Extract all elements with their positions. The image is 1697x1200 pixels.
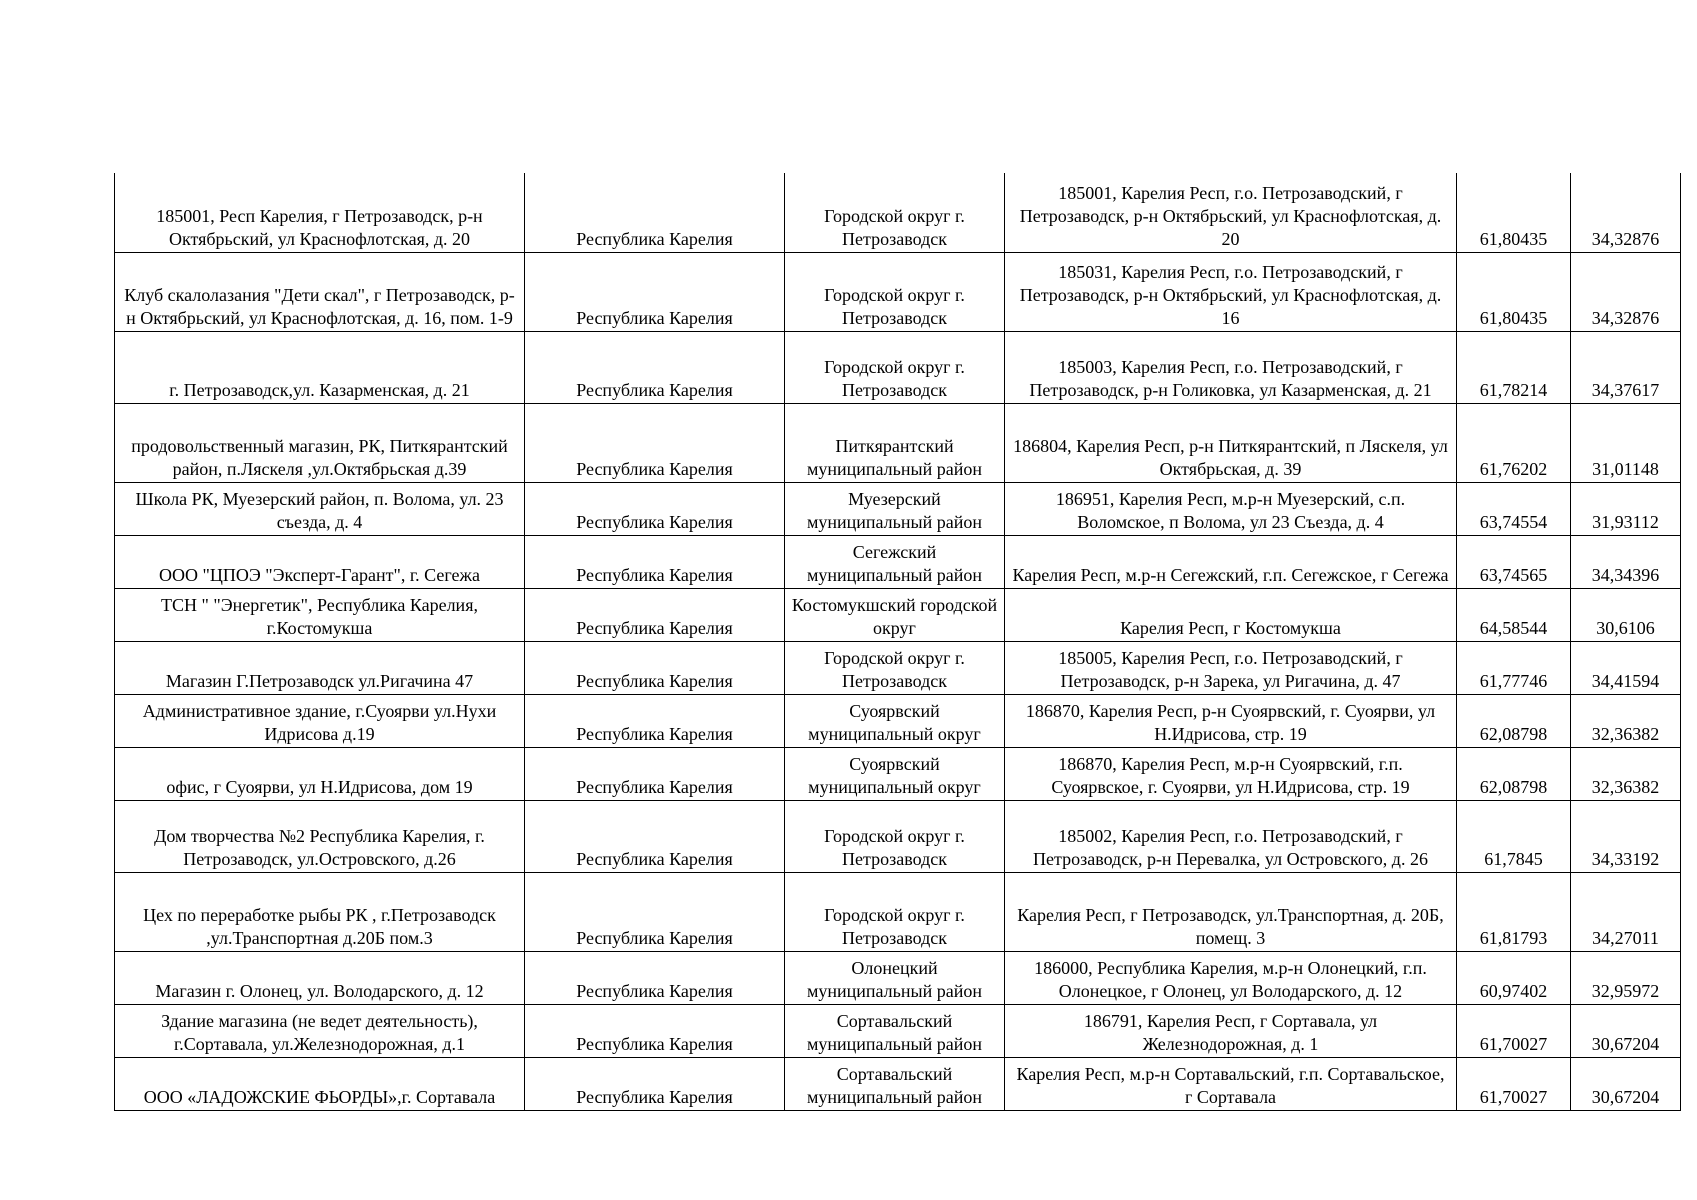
district-cell: Костомукшский городской округ <box>785 588 1005 641</box>
longitude-cell: 34,27011 <box>1571 872 1681 951</box>
district-cell: Муезерский муниципальный район <box>785 482 1005 535</box>
district-cell: Городской округ г. Петрозаводск <box>785 331 1005 403</box>
region-cell: Республика Карелия <box>525 535 785 588</box>
latitude-cell: 61,70027 <box>1457 1057 1571 1110</box>
address-cell: 186000, Республика Карелия, м.р-н Олонецкий, г.п. Олонецкое, г Олонец, ул Володарского, д. 12 <box>1005 951 1457 1004</box>
longitude-cell: 30,67204 <box>1571 1057 1681 1110</box>
region-cell: Республика Карелия <box>525 800 785 872</box>
object-name-cell: Магазин г. Олонец, ул. Володарского, д. 12 <box>115 951 525 1004</box>
object-name-cell: Здание магазина (не ведет деятельность), г.Сортавала, ул.Железнодорожная, д.1 <box>115 1004 525 1057</box>
latitude-cell: 62,08798 <box>1457 747 1571 800</box>
object-name-cell: офис, г Суоярви, ул Н.Идрисова, дом 19 <box>115 747 525 800</box>
longitude-cell: 31,01148 <box>1571 403 1681 482</box>
latitude-cell: 61,76202 <box>1457 403 1571 482</box>
region-cell: Республика Карелия <box>525 747 785 800</box>
longitude-cell: 34,37617 <box>1571 331 1681 403</box>
address-cell: 186870, Карелия Респ, м.р-н Суоярвский, г.п. Суоярвское, г. Суоярви, ул Н.Идрисова, стр. 19 <box>1005 747 1457 800</box>
latitude-cell: 61,70027 <box>1457 1004 1571 1057</box>
address-cell: Карелия Респ, г Петрозаводск, ул.Транспортная, д. 20Б, помещ. 3 <box>1005 872 1457 951</box>
address-cell: 186870, Карелия Респ, р-н Суоярвский, г. Суоярви, ул Н.Идрисова, стр. 19 <box>1005 694 1457 747</box>
region-cell: Республика Карелия <box>525 588 785 641</box>
region-cell: Республика Карелия <box>525 482 785 535</box>
table-row <box>115 951 1681 1004</box>
longitude-cell: 32,95972 <box>1571 951 1681 1004</box>
district-cell: Городской округ г. Петрозаводск <box>785 252 1005 331</box>
region-cell: Республика Карелия <box>525 331 785 403</box>
latitude-cell: 61,78214 <box>1457 331 1571 403</box>
table-row <box>115 331 1681 403</box>
region-cell: Республика Карелия <box>525 1057 785 1110</box>
region-cell: Республика Карелия <box>525 694 785 747</box>
district-cell: Суоярвский муниципальный округ <box>785 694 1005 747</box>
longitude-cell: 32,36382 <box>1571 747 1681 800</box>
latitude-cell: 60,97402 <box>1457 951 1571 1004</box>
object-name-cell: Цех по переработке рыбы РК , г.Петрозаводск ,ул.Транспортная д.20Б пом.3 <box>115 872 525 951</box>
table-row <box>115 535 1681 588</box>
address-cell: 186791, Карелия Респ, г Сортавала, ул Железнодорожная, д. 1 <box>1005 1004 1457 1057</box>
objects-table <box>114 173 1681 1111</box>
district-cell: Городской округ г. Петрозаводск <box>785 872 1005 951</box>
region-cell: Республика Карелия <box>525 641 785 694</box>
latitude-cell: 61,77746 <box>1457 641 1571 694</box>
table-row <box>115 1057 1681 1110</box>
longitude-cell: 34,32876 <box>1571 252 1681 331</box>
address-cell: 185031, Карелия Респ, г.о. Петрозаводский, г Петрозаводск, р-н Октябрьский, ул Краснофлотская, д. 16 <box>1005 252 1457 331</box>
table-row <box>115 800 1681 872</box>
address-cell: 185003, Карелия Респ, г.о. Петрозаводский, г Петрозаводск, р-н Голиковка, ул Казарменская, д. 21 <box>1005 331 1457 403</box>
object-name-cell: ООО «ЛАДОЖСКИЕ ФЬОРДЫ»,г. Сортавала <box>115 1057 525 1110</box>
object-name-cell: продовольственный магазин, РК, Питкярантский район, п.Ляскеля ,ул.Октябрьская д.39 <box>115 403 525 482</box>
latitude-cell: 61,7845 <box>1457 800 1571 872</box>
address-cell: 185005, Карелия Респ, г.о. Петрозаводский, г Петрозаводск, р-н Зарека, ул Ригачина, д. 47 <box>1005 641 1457 694</box>
longitude-cell: 34,34396 <box>1571 535 1681 588</box>
object-name-cell: г. Петрозаводск,ул. Казарменская, д. 21 <box>115 331 525 403</box>
address-cell: Карелия Респ, г Костомукша <box>1005 588 1457 641</box>
object-name-cell: Административное здание, г.Суоярви ул.Нухи Идрисова д.19 <box>115 694 525 747</box>
object-name-cell: Дом творчества №2 Республика Карелия, г. Петрозаводск, ул.Островского, д.26 <box>115 800 525 872</box>
district-cell: Городской округ г. Петрозаводск <box>785 173 1005 252</box>
latitude-cell: 61,81793 <box>1457 872 1571 951</box>
district-cell: Городской округ г. Петрозаводск <box>785 800 1005 872</box>
table-row <box>115 173 1681 252</box>
object-name-cell: Школа РК, Муезерский район, п. Волома, ул. 23 съезда, д. 4 <box>115 482 525 535</box>
document-page <box>114 173 1680 1111</box>
longitude-cell: 32,36382 <box>1571 694 1681 747</box>
latitude-cell: 63,74565 <box>1457 535 1571 588</box>
district-cell: Сортавальский муниципальный район <box>785 1057 1005 1110</box>
address-cell: Карелия Респ, м.р-н Сортавальский, г.п. Сортавальское, г Сортавала <box>1005 1057 1457 1110</box>
table-row <box>115 482 1681 535</box>
table-row <box>115 403 1681 482</box>
address-cell: 186804, Карелия Респ, р-н Питкярантский, п Ляскеля, ул Октябрьская, д. 39 <box>1005 403 1457 482</box>
district-cell: Сортавальский муниципальный район <box>785 1004 1005 1057</box>
object-name-cell: ООО "ЦПОЭ "Эксперт-Гарант", г. Сегежа <box>115 535 525 588</box>
longitude-cell: 34,41594 <box>1571 641 1681 694</box>
region-cell: Республика Карелия <box>525 252 785 331</box>
address-cell: Карелия Респ, м.р-н Сегежский, г.п. Сегежское, г Сегежа <box>1005 535 1457 588</box>
table-row <box>115 694 1681 747</box>
address-cell: 185001, Карелия Респ, г.о. Петрозаводский, г Петрозаводск, р-н Октябрьский, ул Краснофлотская, д. 20 <box>1005 173 1457 252</box>
latitude-cell: 62,08798 <box>1457 694 1571 747</box>
table-row <box>115 872 1681 951</box>
region-cell: Республика Карелия <box>525 1004 785 1057</box>
region-cell: Республика Карелия <box>525 951 785 1004</box>
district-cell: Суоярвский муниципальный округ <box>785 747 1005 800</box>
latitude-cell: 61,80435 <box>1457 173 1571 252</box>
address-cell: 185002, Карелия Респ, г.о. Петрозаводский, г Петрозаводск, р-н Перевалка, ул Островского, д. 26 <box>1005 800 1457 872</box>
longitude-cell: 30,67204 <box>1571 1004 1681 1057</box>
longitude-cell: 30,6106 <box>1571 588 1681 641</box>
object-name-cell: 185001, Респ Карелия, г Петрозаводск, р-н Октябрьский, ул Краснофлотская, д. 20 <box>115 173 525 252</box>
longitude-cell: 34,33192 <box>1571 800 1681 872</box>
objects-table-body <box>115 173 1681 1110</box>
district-cell: Городской округ г. Петрозаводск <box>785 641 1005 694</box>
district-cell: Олонецкий муниципальный район <box>785 951 1005 1004</box>
address-cell: 186951, Карелия Респ, м.р-н Муезерский, с.п. Воломское, п Волома, ул 23 Съезда, д. 4 <box>1005 482 1457 535</box>
district-cell: Питкярантский муниципальный район <box>785 403 1005 482</box>
longitude-cell: 34,32876 <box>1571 173 1681 252</box>
table-row <box>115 252 1681 331</box>
region-cell: Республика Карелия <box>525 872 785 951</box>
table-row <box>115 641 1681 694</box>
object-name-cell: ТСН " "Энергетик", Республика Карелия, г.Костомукша <box>115 588 525 641</box>
object-name-cell: Клуб скалолазания "Дети скал", г Петрозаводск, р-н Октябрьский, ул Краснофлотская, д. 16, пом. 1-9 <box>115 252 525 331</box>
district-cell: Сегежский муниципальный район <box>785 535 1005 588</box>
table-row <box>115 747 1681 800</box>
object-name-cell: Магазин Г.Петрозаводск ул.Ригачина 47 <box>115 641 525 694</box>
region-cell: Республика Карелия <box>525 403 785 482</box>
region-cell: Республика Карелия <box>525 173 785 252</box>
latitude-cell: 64,58544 <box>1457 588 1571 641</box>
table-row <box>115 588 1681 641</box>
latitude-cell: 63,74554 <box>1457 482 1571 535</box>
table-row <box>115 1004 1681 1057</box>
latitude-cell: 61,80435 <box>1457 252 1571 331</box>
longitude-cell: 31,93112 <box>1571 482 1681 535</box>
